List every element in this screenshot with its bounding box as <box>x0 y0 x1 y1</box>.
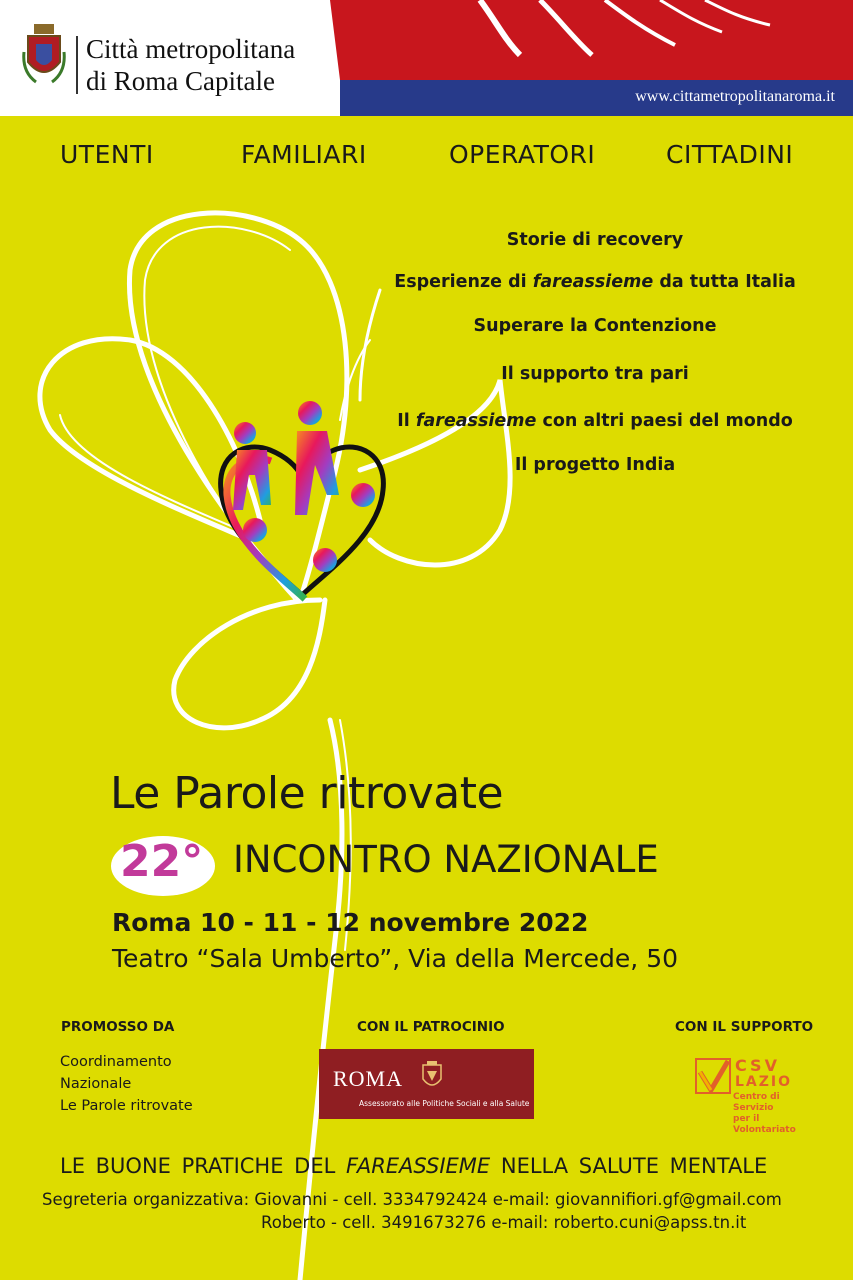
tagline <box>60 1154 767 1178</box>
topic-supporto: Il supporto tra pari <box>501 364 689 384</box>
promoted-line: Coordinamento <box>60 1054 172 1070</box>
audience-cittadini: CITTADINI <box>666 140 794 169</box>
topic-recovery: Storie di recovery <box>506 230 684 250</box>
header-divider <box>76 36 78 94</box>
event-dates: Roma 10 - 11 - 12 novembre 2022 <box>112 908 589 937</box>
promoted-line: Le Parole ritrovate <box>60 1098 193 1114</box>
topic-paesi-post: con altri paesi del mondo <box>536 411 793 431</box>
topic-esperienze-post: da tutta Italia <box>653 272 796 292</box>
csv-check-icon <box>695 1058 731 1094</box>
promoted-line: Nazionale <box>60 1076 132 1092</box>
edition-badge <box>108 832 218 898</box>
topic-india: Il progetto India <box>514 455 676 475</box>
roma-logo-subtitle: Assessorato alle Politiche Sociali e alla Salute <box>359 1099 530 1108</box>
topic-esperienze <box>380 272 810 292</box>
website-link[interactable]: www.cittametropolitanaroma.it <box>635 88 835 105</box>
org-name-line2: di Roma Capitale <box>86 66 275 96</box>
roma-emblem-icon <box>421 1061 443 1091</box>
org-name-line1: Città metropolitana <box>86 34 296 64</box>
edition-number: 22° <box>120 836 204 887</box>
header-red-stripes <box>330 0 853 80</box>
topic-paesi-pre: Il <box>397 411 416 431</box>
tagline-post: NELLA SALUTE MENTALE <box>490 1154 768 1178</box>
csv-logo <box>695 1056 805 1135</box>
tagline-pre: LE BUONE PRATICHE DEL <box>60 1154 346 1178</box>
topic-contenzione: Superare la Contenzione <box>473 316 717 336</box>
csv-name: CSV <box>735 1056 780 1075</box>
patronage-heading: CON IL PATROCINIO <box>357 1019 505 1035</box>
header-banner <box>0 0 853 116</box>
city-crest-icon <box>22 22 66 88</box>
roma-logo <box>319 1049 534 1119</box>
tagline-em: FAREASSIEME <box>345 1154 491 1178</box>
heart-people-logo-icon <box>215 395 390 605</box>
audience-familiari: FAMILIARI <box>241 140 367 169</box>
org-name <box>86 33 295 97</box>
topic-paesi-em: fareassieme <box>415 411 537 431</box>
contact-roberto: Roberto - cell. 3491673276 e-mail: roberto.cuni@apss.tn.it <box>261 1213 747 1232</box>
csv-region: LAZIO <box>735 1074 793 1090</box>
topic-esperienze-em: fareassieme <box>532 272 654 292</box>
audience-operatori: OPERATORI <box>449 140 596 169</box>
event-title: Le Parole ritrovate <box>110 768 504 819</box>
event-venue: Teatro “Sala Umberto”, Via della Mercede, 50 <box>112 944 679 973</box>
promoted-heading: PROMOSSO DA <box>61 1019 175 1035</box>
topic-paesi <box>380 411 810 431</box>
contact-giovanni: Segreteria organizzativa: Giovanni - cell. 3334792424 e-mail: giovannifiori.gf@gmail.com <box>42 1190 782 1209</box>
csv-subtitle-line1: Centro di Servizio <box>733 1092 780 1113</box>
topic-esperienze-pre: Esperienze di <box>394 272 533 292</box>
roma-logo-text: ROMA <box>333 1066 404 1091</box>
audience-utenti: UTENTI <box>60 140 154 169</box>
csv-subtitle-line2: per il Volontariato <box>733 1114 796 1135</box>
support-heading: CON IL SUPPORTO <box>675 1019 814 1035</box>
csv-subtitle <box>733 1092 805 1136</box>
event-subtitle: INCONTRO NAZIONALE <box>233 838 659 881</box>
promoted-by <box>60 1051 193 1117</box>
